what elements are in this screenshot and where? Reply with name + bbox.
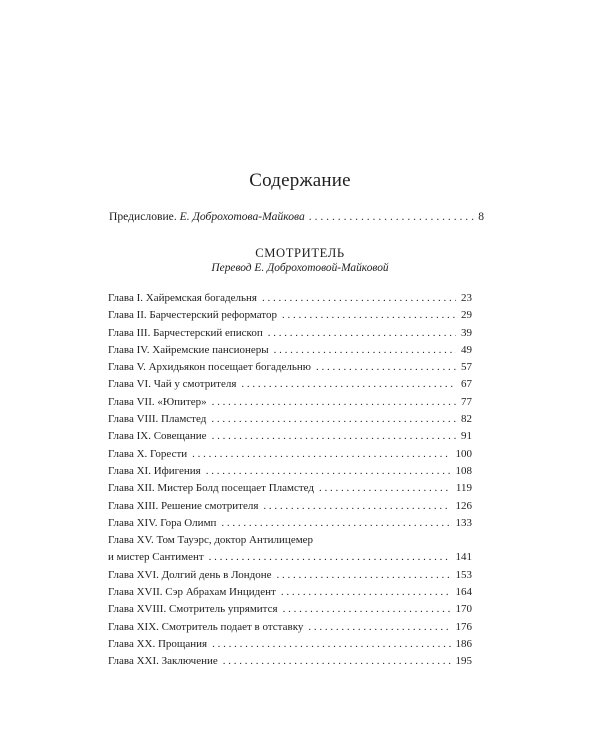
toc-entry[interactable] (108, 636, 472, 653)
dot-leader (316, 359, 456, 376)
toc-entry-page: 77 (461, 395, 472, 408)
page-title: Содержание (249, 170, 351, 191)
toc-entry-page: 49 (461, 343, 472, 356)
toc-entry-label: Глава XVII. Сэр Абрахам Инцидент (108, 586, 276, 599)
toc-entry-page: 39 (461, 326, 472, 339)
toc-entry[interactable] (108, 619, 472, 636)
toc-entry-page: 57 (461, 361, 472, 374)
dot-leader (283, 601, 451, 618)
toc-entry[interactable] (108, 359, 472, 376)
toc-entry[interactable] (108, 325, 472, 342)
toc-entry-label: Глава VI. Чай у смотрителя (108, 378, 237, 391)
toc-entry[interactable] (108, 290, 472, 307)
toc-entry-page: 119 (455, 482, 472, 495)
toc-entry[interactable] (108, 307, 472, 324)
toc-entry-label: Глава I. Хайремская богадельня (108, 292, 257, 304)
toc-entry-page: 82 (461, 413, 472, 426)
toc-entry-page: 108 (455, 464, 472, 477)
toc-entry-label: Глава XX. Прощания (108, 637, 208, 650)
toc-entry-page: 186 (455, 637, 472, 650)
dot-leader (221, 515, 450, 532)
dot-leader (308, 619, 450, 636)
dot-leader (209, 549, 451, 566)
toc-entry-label: Глава VIII. Пламстед (108, 413, 207, 426)
toc-entry[interactable] (108, 428, 472, 445)
toc-entry-page: 100 (455, 447, 472, 460)
dot-leader (319, 480, 451, 497)
toc-entry-label-line1: Глава XV. Том Тауэрс, доктор Антилицемер (108, 534, 314, 547)
part-title: СМОТРИТЕЛЬ (255, 246, 345, 260)
toc-entry-label: Глава XII. Мистер Болд посещает Пламстед (108, 482, 315, 495)
dot-leader (268, 325, 456, 342)
toc-entry[interactable] (108, 601, 472, 618)
dot-leader (277, 567, 451, 584)
toc-entry[interactable] (108, 394, 472, 411)
dot-leader (282, 307, 456, 324)
toc-entry-page: 23 (461, 292, 472, 304)
toc-entry-label: Глава X. Горести (108, 447, 188, 460)
toc-entry[interactable] (108, 653, 472, 670)
toc-entry-page: 176 (455, 620, 472, 633)
dot-leader (263, 498, 450, 515)
dot-leader (274, 342, 456, 359)
toc-entry-page: 29 (461, 309, 472, 322)
dot-leader (206, 463, 451, 480)
toc-entry[interactable] (108, 411, 472, 428)
toc-entry-page: 91 (461, 430, 472, 443)
toc-entry-label: Глава XVIII. Смотритель упрямится (108, 603, 278, 616)
toc-entry[interactable] (108, 446, 472, 463)
dot-leader (212, 428, 456, 445)
toc-entry-label: Глава XIX. Смотритель подает в отставку (108, 620, 304, 633)
toc-entry-page: 170 (455, 603, 472, 616)
preface-author: Е. Доброхотова-Майкова (179, 210, 305, 223)
toc-entry[interactable] (108, 567, 472, 584)
dot-leader (262, 290, 456, 307)
toc-entry-label: Глава V. Архидьякон посещает богадельню (108, 361, 311, 374)
toc-entry-label: Глава XIV. Гора Олимп (108, 516, 217, 529)
dot-leader (212, 394, 456, 411)
toc-entry-page: 8 (478, 210, 484, 223)
toc-entry-label (109, 210, 305, 224)
toc-entry[interactable] (108, 532, 472, 567)
dot-leader (281, 584, 451, 601)
toc-entry-label: Глава XXI. Заключение (108, 655, 218, 668)
toc-entry[interactable] (108, 342, 472, 359)
toc-entry-label: Глава IX. Совещание (108, 430, 207, 443)
toc-entry[interactable] (108, 463, 472, 480)
dot-leader (309, 210, 474, 224)
toc-entry-page: 133 (455, 516, 472, 529)
chapter-list (108, 290, 472, 671)
dot-leader (223, 653, 451, 670)
toc-entry-preface[interactable] (109, 210, 484, 224)
toc-entry-page: 126 (455, 499, 472, 512)
toc-entry[interactable] (108, 498, 472, 515)
toc-entry-label: Глава II. Барчестерский реформатор (108, 309, 277, 322)
toc-entry[interactable] (108, 480, 472, 497)
dot-leader (212, 636, 450, 653)
dot-leader (192, 446, 450, 463)
toc-entry-label: Глава XI. Ифигения (108, 464, 201, 477)
toc-entry-label: Глава XIII. Решение смотрителя (108, 499, 259, 512)
part-translator: Перевод Е. Доброхотовой-Майковой (211, 262, 389, 274)
preface-label: Предисловие. (109, 210, 177, 223)
toc-entry[interactable] (108, 515, 472, 532)
toc-entry-page: 67 (461, 378, 472, 391)
dot-leader (211, 411, 456, 428)
toc-entry-label: Глава XVI. Долгий день в Лондоне (108, 568, 272, 581)
toc-entry-page: 141 (455, 551, 472, 564)
toc-entry-label: Глава IV. Хайремские пансионеры (108, 343, 269, 356)
toc-entry-page: 164 (455, 586, 472, 599)
toc-entry[interactable] (108, 376, 472, 393)
toc-entry[interactable] (108, 584, 472, 601)
toc-entry-label-line2: и мистер Сантимент (108, 551, 204, 564)
toc-entry-label: Глава III. Барчестерский епископ (108, 326, 263, 339)
toc-entry-label: Глава VII. «Юпитер» (108, 395, 207, 408)
dot-leader (241, 376, 456, 393)
toc-entry-page: 195 (455, 655, 472, 668)
toc-entry-page: 153 (455, 568, 472, 581)
